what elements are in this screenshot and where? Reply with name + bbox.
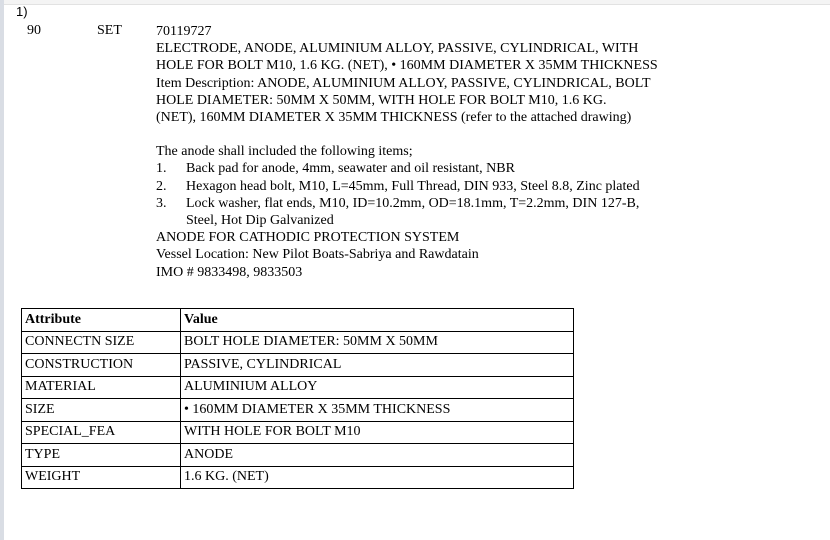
item-quantity: 90	[27, 23, 41, 38]
table-header-row	[22, 309, 574, 332]
description-line: (NET), 160MM DIAMETER X 35MM THICKNESS (refer to the attached drawing)	[156, 110, 632, 126]
attribute-cell: TYPE	[22, 444, 181, 467]
attribute-cell: SPECIAL_FEA	[22, 421, 181, 444]
list-item	[156, 160, 796, 177]
attribute-table	[21, 308, 574, 489]
attribute-cell: WEIGHT	[22, 466, 181, 489]
attribute-cell: CONSTRUCTION	[22, 354, 181, 377]
item-unit: SET	[97, 23, 122, 38]
table-row	[22, 376, 574, 399]
list-item-number: 3.	[156, 195, 167, 211]
table-row	[22, 354, 574, 377]
list-item-text: Back pad for anode, 4mm, seawater and oil resistant, NBR	[186, 161, 515, 177]
list-item-number: 1.	[156, 161, 167, 177]
description-line: Item Description: ANODE, ALUMINIUM ALLOY, PASSIVE, CYLINDRICAL, BOLT	[156, 75, 651, 91]
value-cell: ALUMINIUM ALLOY	[181, 376, 574, 399]
items-intro: The anode shall included the following items;	[156, 144, 413, 160]
list-item-text: Hexagon head bolt, M10, L=45mm, Full Thread, DIN 933, Steel 8.8, Zinc plated	[186, 178, 640, 194]
value-header: Value	[181, 309, 574, 332]
table-row	[22, 444, 574, 467]
spacer	[156, 126, 796, 143]
list-item-text: Lock washer, flat ends, M10, ID=10.2mm, OD=18.1mm, T=2.2mm, DIN 127-B,	[186, 195, 640, 211]
table-row	[22, 421, 574, 444]
value-cell: PASSIVE, CYLINDRICAL	[181, 354, 574, 377]
table-row	[22, 331, 574, 354]
list-item	[156, 178, 796, 195]
value-cell: 1.6 KG. (NET)	[181, 466, 574, 489]
footer-line: ANODE FOR CATHODIC PROTECTION SYSTEM	[156, 230, 460, 246]
description-line: HOLE DIAMETER: 50MM X 50MM, WITH HOLE FOR BOLT M10, 1.6 KG.	[156, 92, 607, 108]
list-item-number: 2.	[156, 178, 167, 194]
top-edge	[0, 0, 830, 5]
attribute-cell: CONNECTN SIZE	[22, 331, 181, 354]
description-line: HOLE FOR BOLT M10, 1.6 KG. (NET), • 160MM DIAMETER X 35MM THICKNESS	[156, 58, 658, 74]
table-row	[22, 466, 574, 489]
attribute-cell: SIZE	[22, 399, 181, 422]
table-row	[22, 399, 574, 422]
value-cell: BOLT HOLE DIAMETER: 50MM X 50MM	[181, 331, 574, 354]
item-description	[156, 23, 796, 281]
value-cell: WITH HOLE FOR BOLT M10	[181, 421, 574, 444]
footer-line: Vessel Location: New Pilot Boats-Sabriya and Rawdatain	[156, 247, 479, 263]
left-scroll-edge	[0, 0, 4, 540]
list-item-continuation: Steel, Hot Dip Galvanized	[186, 213, 334, 229]
footer-line: IMO # 9833498, 9833503	[156, 264, 303, 280]
item-number: 1)	[16, 4, 28, 19]
value-cell: • 160MM DIAMETER X 35MM THICKNESS	[181, 399, 574, 422]
description-line: ELECTRODE, ANODE, ALUMINIUM ALLOY, PASSIVE, CYLINDRICAL, WITH	[156, 41, 639, 57]
description-line: 70119727	[156, 24, 212, 39]
attribute-header: Attribute	[22, 309, 181, 332]
list-item	[156, 195, 796, 212]
attribute-cell: MATERIAL	[22, 376, 181, 399]
value-cell: ANODE	[181, 444, 574, 467]
